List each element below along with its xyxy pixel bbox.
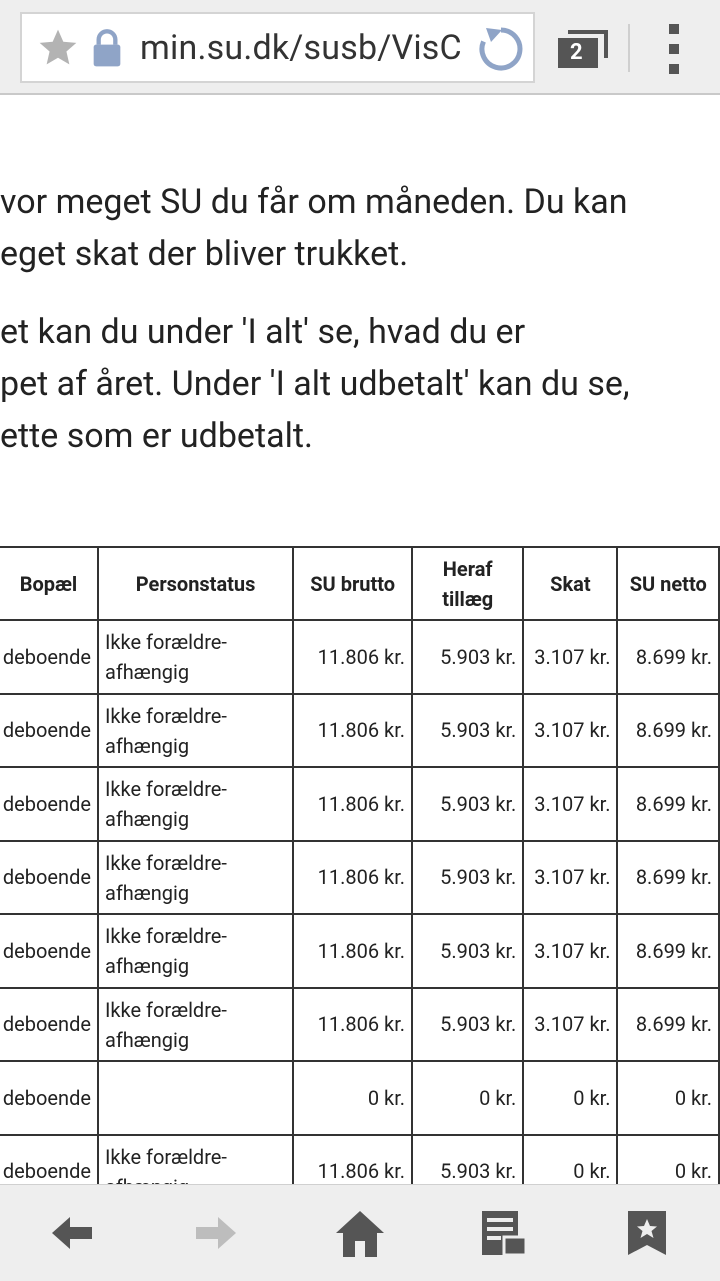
cell-heraf-tillaeg: 5.903 kr. <box>412 767 523 841</box>
explanation-line-3: ette som er udbetalt. <box>0 416 313 456</box>
cell-personstatus: Ikke forældre-afhængig <box>98 620 293 694</box>
cell-bopael: deboende <box>0 841 98 915</box>
reload-icon[interactable] <box>476 24 526 74</box>
intro-paragraph <box>0 176 628 280</box>
su-table-container <box>0 546 720 1209</box>
cell-su-brutto: 11.806 kr. <box>293 1135 412 1209</box>
reader-icon[interactable] <box>480 1209 528 1257</box>
cell-skat: 0 kr. <box>523 1135 617 1209</box>
menu-icon[interactable] <box>664 22 684 76</box>
url-text[interactable]: min.su.dk/susb/VisC <box>140 28 462 68</box>
cell-personstatus: Ikke forældre-afhængig <box>98 767 293 841</box>
star-icon[interactable] <box>36 26 80 70</box>
cell-su-netto: 8.699 kr. <box>617 767 719 841</box>
table-row <box>0 914 719 988</box>
bookmark-icon[interactable] <box>626 1209 668 1257</box>
cell-su-netto: 0 kr. <box>617 1135 719 1209</box>
cell-skat: 3.107 kr. <box>523 694 617 768</box>
cell-su-brutto: 0 kr. <box>293 1061 412 1135</box>
table-row <box>0 841 719 915</box>
cell-skat: 3.107 kr. <box>523 841 617 915</box>
browser-toolbar <box>0 0 720 95</box>
cell-skat: 0 kr. <box>523 1061 617 1135</box>
cell-heraf-tillaeg: 5.903 kr. <box>412 1135 523 1209</box>
cell-su-brutto: 11.806 kr. <box>293 841 412 915</box>
home-icon[interactable] <box>334 1209 386 1259</box>
cell-su-brutto: 11.806 kr. <box>293 620 412 694</box>
cell-heraf-tillaeg: 5.903 kr. <box>412 988 523 1062</box>
cell-bopael: deboende <box>0 914 98 988</box>
table-row <box>0 988 719 1062</box>
forward-arrow-icon[interactable] <box>192 1209 240 1257</box>
bottom-navigation <box>0 1184 720 1281</box>
explanation-line-2: pet af året. Under 'I alt udbetalt' kan du se, <box>0 364 630 404</box>
back-arrow-icon[interactable] <box>48 1209 96 1257</box>
cell-heraf-tillaeg: 5.903 kr. <box>412 914 523 988</box>
header-su-netto: SU netto <box>617 547 719 620</box>
intro-line-2: eget skat der bliver trukket. <box>0 234 409 274</box>
table-row <box>0 620 719 694</box>
header-skat: Skat <box>523 547 617 620</box>
intro-line-1: vor meget SU du får om måneden. Du kan <box>0 182 628 222</box>
header-bopael: Bopæl <box>0 547 98 620</box>
cell-heraf-tillaeg: 5.903 kr. <box>412 620 523 694</box>
cell-bopael: deboende <box>0 767 98 841</box>
cell-bopael: deboende <box>0 620 98 694</box>
lock-icon <box>90 28 124 68</box>
toolbar-divider <box>628 24 630 72</box>
tab-count: 2 <box>570 40 583 65</box>
cell-skat: 3.107 kr. <box>523 914 617 988</box>
cell-heraf-tillaeg: 5.903 kr. <box>412 841 523 915</box>
cell-su-brutto: 11.806 kr. <box>293 988 412 1062</box>
cell-su-netto: 8.699 kr. <box>617 914 719 988</box>
cell-bopael: deboende <box>0 1135 98 1209</box>
address-bar[interactable] <box>20 12 535 83</box>
cell-bopael: deboende <box>0 1061 98 1135</box>
cell-su-netto: 8.699 kr. <box>617 694 719 768</box>
cell-personstatus: Ikke forældre-afhængig <box>98 914 293 988</box>
cell-skat: 3.107 kr. <box>523 988 617 1062</box>
header-su-brutto: SU brutto <box>293 547 412 620</box>
su-table <box>0 546 720 1209</box>
cell-su-netto: 8.699 kr. <box>617 988 719 1062</box>
cell-personstatus: Ikke forældre-afhængig <box>98 988 293 1062</box>
tabs-icon[interactable] <box>556 28 608 70</box>
cell-personstatus <box>98 1061 293 1135</box>
explanation-paragraph <box>0 306 630 462</box>
table-row <box>0 694 719 768</box>
cell-su-netto: 8.699 kr. <box>617 841 719 915</box>
cell-skat: 3.107 kr. <box>523 620 617 694</box>
cell-su-brutto: 11.806 kr. <box>293 914 412 988</box>
cell-su-brutto: 11.806 kr. <box>293 767 412 841</box>
cell-personstatus: Ikke forældre- <box>98 1135 293 1209</box>
cell-heraf-tillaeg: 5.903 kr. <box>412 694 523 768</box>
table-row <box>0 1061 719 1135</box>
table-header-row <box>0 547 719 620</box>
cell-heraf-tillaeg: 0 kr. <box>412 1061 523 1135</box>
header-personstatus: Personstatus <box>98 547 293 620</box>
cell-su-brutto: 11.806 kr. <box>293 694 412 768</box>
cell-personstatus: Ikke forældre-afhængig <box>98 694 293 768</box>
cell-su-netto: 8.699 kr. <box>617 620 719 694</box>
explanation-line-1: et kan du under 'I alt' se, hvad du er <box>0 312 526 352</box>
cell-skat: 3.107 kr. <box>523 767 617 841</box>
cell-personstatus: Ikke forældre-afhængig <box>98 841 293 915</box>
header-heraf-tillaeg: Heraf tillæg <box>412 547 523 620</box>
cell-bopael: deboende <box>0 988 98 1062</box>
cell-su-netto: 0 kr. <box>617 1061 719 1135</box>
table-row <box>0 767 719 841</box>
cell-bopael: deboende <box>0 694 98 768</box>
